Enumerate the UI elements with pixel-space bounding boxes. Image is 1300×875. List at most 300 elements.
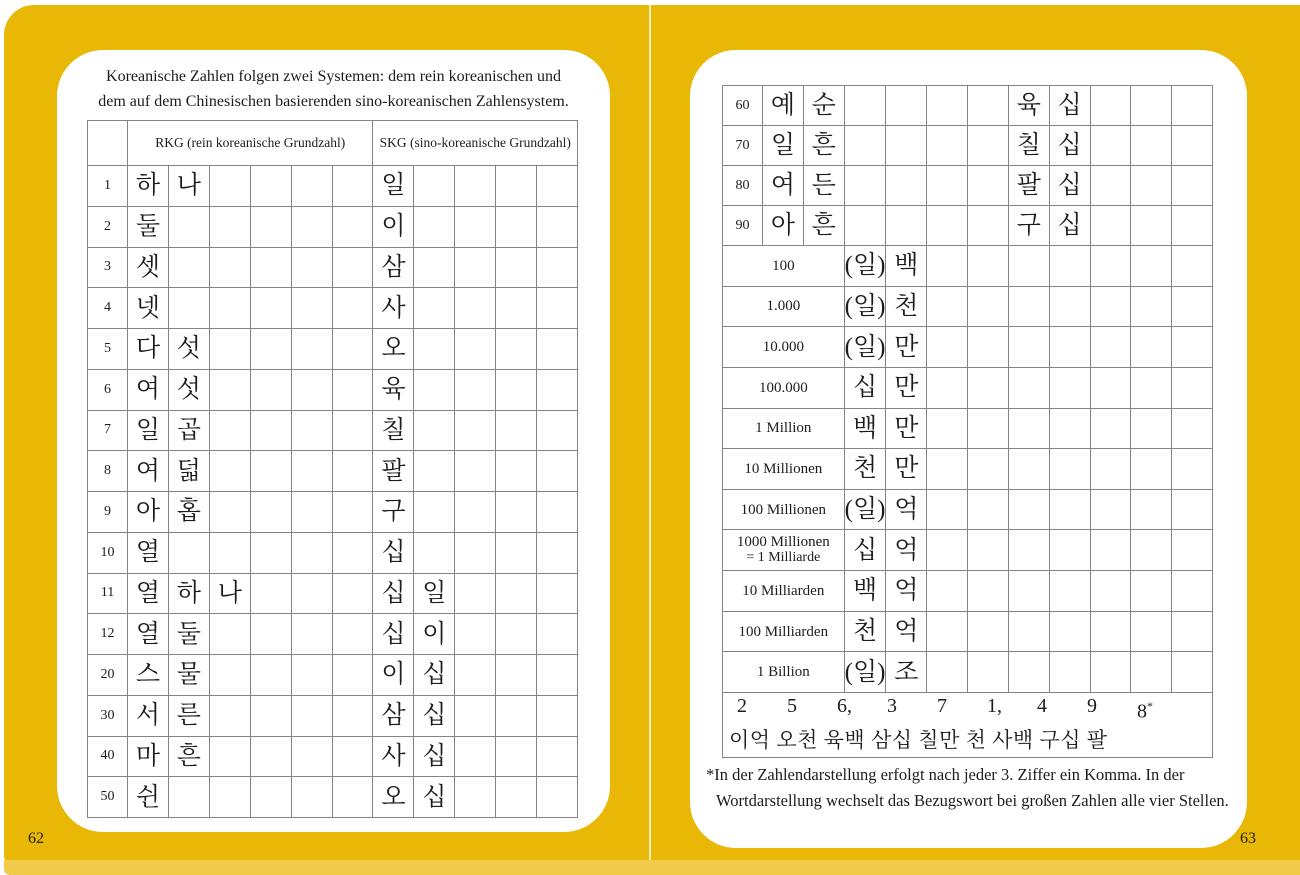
skg-syllable-cell: 십 bbox=[414, 777, 455, 818]
rkg-syllable-cell bbox=[292, 329, 333, 370]
skg-syllable-cell bbox=[1091, 206, 1132, 246]
skg-syllable-cell bbox=[414, 492, 455, 533]
rkg-syllable-cell bbox=[333, 411, 374, 452]
rkg-syllable-cell bbox=[333, 614, 374, 655]
empty-cell bbox=[968, 409, 1009, 450]
rkg-syllable-cell bbox=[210, 737, 251, 778]
rkg-syllable-cell: 여 bbox=[128, 370, 169, 411]
magnitude-label-text: 100 Millionen bbox=[740, 501, 827, 518]
rkg-syllable-cell bbox=[251, 207, 292, 248]
empty-cell bbox=[1131, 287, 1172, 328]
rkg-syllable-cell: 넷 bbox=[128, 288, 169, 329]
empty-cell bbox=[1172, 449, 1213, 490]
rkg-syllable-cell bbox=[251, 411, 292, 452]
magnitude-syllable-cell: 백 bbox=[845, 571, 887, 612]
magnitude-label-text-2: = 1 Milliarde bbox=[746, 550, 821, 566]
rkg-syllable-cell bbox=[886, 166, 927, 206]
skg-syllable-cell bbox=[455, 737, 496, 778]
rkg-syllable-cell: 순 bbox=[804, 86, 845, 126]
rkg-syllable-cell bbox=[292, 737, 333, 778]
page-number-left: 62 bbox=[28, 830, 44, 847]
magnitude-syllable-cell: (일) bbox=[845, 287, 887, 328]
row-number-cell: 20 bbox=[88, 655, 128, 696]
rkg-syllable-cell bbox=[169, 288, 210, 329]
skg-syllable-cell: 이 bbox=[373, 207, 414, 248]
empty-cell bbox=[1091, 409, 1132, 450]
skg-syllable-cell bbox=[455, 533, 496, 574]
magnitude-syllable-cell: 만 bbox=[886, 368, 927, 409]
skg-syllable-cell bbox=[537, 737, 578, 778]
skg-syllable-cell bbox=[537, 207, 578, 248]
rkg-syllable-cell bbox=[333, 451, 374, 492]
magnitude-label-cell bbox=[723, 409, 845, 450]
rkg-syllable-cell: 흔 bbox=[804, 206, 845, 246]
skg-syllable-cell bbox=[537, 533, 578, 574]
row-number-cell: 7 bbox=[88, 411, 128, 452]
rkg-syllable-cell bbox=[251, 614, 292, 655]
skg-syllable-cell bbox=[1172, 126, 1213, 166]
rkg-syllable-cell bbox=[333, 737, 374, 778]
rkg-syllable-cell bbox=[886, 126, 927, 166]
rkg-syllable-cell: 둘 bbox=[169, 614, 210, 655]
rkg-syllable-cell bbox=[169, 777, 210, 818]
rkg-syllable-cell bbox=[251, 533, 292, 574]
empty-cell bbox=[1009, 287, 1050, 328]
rkg-syllable-cell: 흔 bbox=[169, 737, 210, 778]
skg-syllable-cell bbox=[455, 655, 496, 696]
skg-syllable-cell bbox=[1172, 166, 1213, 206]
empty-cell bbox=[927, 530, 968, 571]
empty-cell bbox=[1091, 327, 1132, 368]
empty-cell bbox=[1091, 571, 1132, 612]
rkg-syllable-cell: 든 bbox=[804, 166, 845, 206]
skg-syllable-cell bbox=[455, 451, 496, 492]
skg-syllable-cell bbox=[455, 329, 496, 370]
empty-cell bbox=[927, 612, 968, 653]
magnitude-syllable-cell: (일) bbox=[845, 490, 887, 531]
skg-syllable-cell bbox=[537, 166, 578, 207]
rkg-syllable-cell bbox=[251, 737, 292, 778]
skg-syllable-cell: 사 bbox=[373, 288, 414, 329]
empty-cell bbox=[1091, 449, 1132, 490]
empty-cell bbox=[1131, 652, 1172, 693]
skg-syllable-cell: 칠 bbox=[1009, 126, 1050, 166]
empty-cell bbox=[1172, 490, 1213, 531]
empty-cell bbox=[1172, 246, 1213, 287]
skg-syllable-cell bbox=[414, 207, 455, 248]
rkg-syllable-cell bbox=[292, 451, 333, 492]
rkg-syllable-cell bbox=[292, 655, 333, 696]
skg-syllable-cell bbox=[455, 288, 496, 329]
row-number-cell: 30 bbox=[88, 696, 128, 737]
row-number-cell: 4 bbox=[88, 288, 128, 329]
skg-syllable-cell bbox=[1172, 86, 1213, 126]
rkg-syllable-cell bbox=[333, 655, 374, 696]
skg-syllable-cell bbox=[537, 451, 578, 492]
empty-cell bbox=[1050, 490, 1091, 531]
rkg-syllable-cell: 일 bbox=[763, 126, 804, 166]
skg-syllable-cell: 삼 bbox=[373, 248, 414, 289]
rkg-syllable-cell bbox=[333, 329, 374, 370]
skg-syllable-cell: 팔 bbox=[373, 451, 414, 492]
empty-cell bbox=[1131, 449, 1172, 490]
empty-cell bbox=[1050, 571, 1091, 612]
rkg-syllable-cell: 하 bbox=[169, 574, 210, 615]
rkg-syllable-cell: 셋 bbox=[128, 248, 169, 289]
rkg-syllable-cell: 홉 bbox=[169, 492, 210, 533]
empty-cell bbox=[1172, 368, 1213, 409]
empty-cell bbox=[1091, 368, 1132, 409]
skg-syllable-cell: 오 bbox=[373, 777, 414, 818]
skg-syllable-cell bbox=[496, 737, 537, 778]
rkg-syllable-cell bbox=[169, 207, 210, 248]
row-number-cell: 40 bbox=[88, 737, 128, 778]
example-digit: 6, bbox=[837, 695, 852, 718]
rkg-syllable-cell bbox=[210, 533, 251, 574]
row-number-cell: 8 bbox=[88, 451, 128, 492]
rkg-syllable-cell bbox=[251, 492, 292, 533]
rkg-syllable-cell bbox=[886, 206, 927, 246]
skg-syllable-cell: 십 bbox=[1050, 166, 1091, 206]
skg-syllable-cell bbox=[414, 533, 455, 574]
skg-syllable-cell bbox=[1131, 126, 1172, 166]
row-number-cell: 70 bbox=[723, 126, 763, 166]
rkg-syllable-cell bbox=[292, 248, 333, 289]
footnote bbox=[706, 762, 1240, 814]
row-number-cell: 5 bbox=[88, 329, 128, 370]
row-number-cell: 3 bbox=[88, 248, 128, 289]
skg-syllable-cell bbox=[496, 329, 537, 370]
skg-syllable-cell bbox=[1172, 206, 1213, 246]
empty-cell bbox=[968, 490, 1009, 531]
magnitude-syllable-cell: (일) bbox=[845, 652, 887, 693]
skg-syllable-cell bbox=[496, 777, 537, 818]
empty-cell bbox=[927, 449, 968, 490]
row-number-cell: 2 bbox=[88, 207, 128, 248]
skg-syllable-cell bbox=[1091, 86, 1132, 126]
rkg-syllable-cell bbox=[210, 411, 251, 452]
magnitude-syllable-cell: 만 bbox=[886, 409, 927, 450]
magnitude-syllable-cell: 억 bbox=[886, 490, 927, 531]
skg-syllable-cell bbox=[1091, 126, 1132, 166]
skg-syllable-cell bbox=[1091, 166, 1132, 206]
skg-syllable-cell: 십 bbox=[373, 614, 414, 655]
empty-cell bbox=[1050, 652, 1091, 693]
example-korean-reading: 이억 오천 육백 삼십 칠만 천 사백 구십 팔 bbox=[729, 727, 1108, 752]
empty-cell bbox=[1091, 287, 1132, 328]
rkg-syllable-cell: 스 bbox=[128, 655, 169, 696]
skg-syllable-cell: 십 bbox=[1050, 86, 1091, 126]
empty-cell bbox=[927, 652, 968, 693]
example-digit: 3 bbox=[887, 695, 897, 718]
rkg-syllable-cell: 둘 bbox=[128, 207, 169, 248]
magnitude-label-text: 1 Billion bbox=[756, 664, 810, 681]
rkg-syllable-cell: 열 bbox=[128, 533, 169, 574]
footnote-line-1: *In der Zahlendarstellung erfolgt nach jeder 3. Ziffer ein Komma. In der bbox=[706, 765, 1185, 784]
empty-cell bbox=[1050, 368, 1091, 409]
skg-syllable-cell bbox=[455, 248, 496, 289]
rkg-syllable-cell: 곱 bbox=[169, 411, 210, 452]
skg-syllable-cell bbox=[455, 574, 496, 615]
magnitude-label-cell bbox=[723, 327, 845, 368]
empty-cell bbox=[968, 368, 1009, 409]
example-digit: 4 bbox=[1037, 695, 1047, 718]
skg-syllable-cell bbox=[455, 370, 496, 411]
magnitude-label-cell bbox=[723, 246, 845, 287]
magnitude-label-text: 100 bbox=[772, 257, 795, 274]
skg-syllable-cell bbox=[537, 696, 578, 737]
empty-cell bbox=[1050, 246, 1091, 287]
rkg-syllable-cell: 물 bbox=[169, 655, 210, 696]
magnitude-syllable-cell: 백 bbox=[886, 246, 927, 287]
skg-syllable-cell bbox=[455, 696, 496, 737]
example-digits-line bbox=[729, 693, 1212, 725]
rkg-syllable-cell bbox=[333, 533, 374, 574]
empty-cell bbox=[1009, 409, 1050, 450]
empty-cell bbox=[927, 246, 968, 287]
page-left bbox=[57, 50, 610, 832]
empty-cell bbox=[1009, 571, 1050, 612]
rkg-syllable-cell bbox=[210, 451, 251, 492]
empty-cell bbox=[1131, 368, 1172, 409]
rkg-syllable-cell bbox=[210, 777, 251, 818]
rkg-syllable-cell: 섯 bbox=[169, 370, 210, 411]
skg-syllable-cell bbox=[537, 329, 578, 370]
rkg-header-cell: RKG (rein koreanische Grundzahl) bbox=[128, 121, 373, 166]
skg-syllable-cell: 이 bbox=[414, 614, 455, 655]
rkg-syllable-cell bbox=[927, 86, 968, 126]
empty-cell bbox=[1091, 530, 1132, 571]
empty-cell bbox=[1131, 612, 1172, 653]
rkg-syllable-cell bbox=[845, 206, 887, 246]
rkg-syllable-cell bbox=[292, 574, 333, 615]
skg-syllable-cell: 육 bbox=[1009, 86, 1050, 126]
skg-syllable-cell bbox=[455, 614, 496, 655]
footnote-line-2: Wortdarstellung wechselt das Bezugswort bei großen Zahlen alle vier Stellen. bbox=[716, 791, 1229, 810]
skg-syllable-cell bbox=[414, 166, 455, 207]
skg-syllable-cell bbox=[414, 329, 455, 370]
magnitude-label-text: 1.000 bbox=[766, 298, 801, 315]
rkg-syllable-cell: 나 bbox=[210, 574, 251, 615]
rkg-syllable-cell bbox=[251, 166, 292, 207]
rkg-syllable-cell bbox=[927, 126, 968, 166]
intro-text bbox=[57, 64, 610, 114]
skg-syllable-cell: 육 bbox=[373, 370, 414, 411]
rkg-syllable-cell bbox=[333, 166, 374, 207]
rkg-syllable-cell bbox=[845, 126, 887, 166]
row-number-cell: 80 bbox=[723, 166, 763, 206]
empty-cell bbox=[1050, 612, 1091, 653]
rkg-syllable-cell bbox=[968, 206, 1009, 246]
empty-cell bbox=[968, 612, 1009, 653]
skg-syllable-cell: 칠 bbox=[373, 411, 414, 452]
empty-cell bbox=[1009, 530, 1050, 571]
empty-cell bbox=[968, 571, 1009, 612]
rkg-syllable-cell bbox=[251, 370, 292, 411]
rkg-syllable-cell: 른 bbox=[169, 696, 210, 737]
rkg-syllable-cell bbox=[927, 166, 968, 206]
rkg-syllable-cell bbox=[210, 370, 251, 411]
rkg-syllable-cell bbox=[292, 370, 333, 411]
magnitude-label-text: 1 Million bbox=[755, 420, 812, 437]
skg-syllable-cell bbox=[1131, 206, 1172, 246]
rkg-syllable-cell bbox=[333, 288, 374, 329]
row-number-cell: 1 bbox=[88, 166, 128, 207]
skg-syllable-cell bbox=[496, 248, 537, 289]
rkg-syllable-cell bbox=[333, 370, 374, 411]
rkg-syllable-cell bbox=[210, 166, 251, 207]
rkg-syllable-cell bbox=[251, 329, 292, 370]
magnitude-syllable-cell: 천 bbox=[886, 287, 927, 328]
empty-cell bbox=[1131, 571, 1172, 612]
skg-syllable-cell: 이 bbox=[373, 655, 414, 696]
rkg-syllable-cell bbox=[845, 166, 887, 206]
skg-syllable-cell bbox=[496, 492, 537, 533]
skg-syllable-cell bbox=[496, 614, 537, 655]
row-number-cell: 50 bbox=[88, 777, 128, 818]
row-number-cell: 10 bbox=[88, 533, 128, 574]
skg-syllable-cell: 십 bbox=[373, 574, 414, 615]
rkg-syllable-cell bbox=[968, 166, 1009, 206]
empty-cell bbox=[968, 246, 1009, 287]
row-number-cell: 12 bbox=[88, 614, 128, 655]
example-digit bbox=[1129, 693, 1179, 725]
rkg-syllable-cell: 아 bbox=[128, 492, 169, 533]
magnitude-syllable-cell: 만 bbox=[886, 449, 927, 490]
magnitude-label-text: 100.000 bbox=[758, 379, 808, 396]
page-right bbox=[690, 50, 1247, 848]
rkg-syllable-cell bbox=[210, 329, 251, 370]
skg-syllable-cell bbox=[414, 451, 455, 492]
empty-cell bbox=[968, 287, 1009, 328]
large-numbers-table bbox=[722, 85, 1213, 758]
rkg-syllable-cell bbox=[292, 614, 333, 655]
rkg-syllable-cell: 일 bbox=[128, 411, 169, 452]
rkg-syllable-cell: 쉰 bbox=[128, 777, 169, 818]
example-digit: 9 bbox=[1087, 695, 1097, 718]
empty-cell bbox=[927, 287, 968, 328]
empty-cell bbox=[1009, 246, 1050, 287]
row-number-cell: 90 bbox=[723, 206, 763, 246]
empty-cell bbox=[968, 449, 1009, 490]
rkg-syllable-cell bbox=[251, 655, 292, 696]
skg-syllable-cell bbox=[496, 207, 537, 248]
empty-cell bbox=[1009, 652, 1050, 693]
magnitude-syllable-cell: 억 bbox=[886, 571, 927, 612]
skg-syllable-cell bbox=[496, 696, 537, 737]
empty-cell bbox=[1009, 612, 1050, 653]
rkg-syllable-cell bbox=[210, 655, 251, 696]
row-number-cell: 11 bbox=[88, 574, 128, 615]
magnitude-label-cell bbox=[723, 368, 845, 409]
skg-syllable-cell: 십 bbox=[414, 655, 455, 696]
example-digit-value: 8 bbox=[1137, 700, 1147, 723]
magnitude-syllable-cell: (일) bbox=[845, 327, 887, 368]
rkg-syllable-cell bbox=[968, 126, 1009, 166]
empty-cell bbox=[927, 409, 968, 450]
magnitude-syllable-cell: (일) bbox=[845, 246, 887, 287]
rkg-syllable-cell bbox=[169, 248, 210, 289]
skg-syllable-cell: 십 bbox=[414, 696, 455, 737]
empty-cell bbox=[1009, 368, 1050, 409]
skg-syllable-cell: 사 bbox=[373, 737, 414, 778]
rkg-syllable-cell: 나 bbox=[169, 166, 210, 207]
skg-syllable-cell: 구 bbox=[373, 492, 414, 533]
empty-cell bbox=[1050, 287, 1091, 328]
empty-cell bbox=[1131, 409, 1172, 450]
magnitude-label-text: 10.000 bbox=[762, 339, 804, 356]
rkg-syllable-cell: 흔 bbox=[804, 126, 845, 166]
example-digit: 5 bbox=[787, 695, 797, 718]
rkg-syllable-cell bbox=[251, 574, 292, 615]
intro-line-2: dem auf dem Chinesischen basierenden sino-koreanischen Zahlensystem. bbox=[98, 93, 569, 110]
rkg-syllable-cell: 마 bbox=[128, 737, 169, 778]
skg-syllable-cell bbox=[414, 248, 455, 289]
skg-syllable-cell bbox=[414, 288, 455, 329]
skg-header-cell: SKG (sino-koreanische Grundzahl) bbox=[373, 121, 578, 166]
magnitude-label-cell bbox=[723, 287, 845, 328]
rkg-syllable-cell: 여 bbox=[128, 451, 169, 492]
empty-cell bbox=[1091, 246, 1132, 287]
magnitude-label-cell bbox=[723, 571, 845, 612]
page-number-right: 63 bbox=[1240, 830, 1256, 847]
magnitude-syllable-cell: 조 bbox=[886, 652, 927, 693]
skg-syllable-cell bbox=[537, 614, 578, 655]
rkg-syllable-cell: 서 bbox=[128, 696, 169, 737]
rkg-syllable-cell bbox=[333, 574, 374, 615]
rkg-syllable-cell bbox=[169, 533, 210, 574]
skg-syllable-cell: 십 bbox=[414, 737, 455, 778]
rkg-syllable-cell: 덟 bbox=[169, 451, 210, 492]
skg-syllable-cell: 십 bbox=[373, 533, 414, 574]
empty-cell bbox=[968, 327, 1009, 368]
skg-syllable-cell: 삼 bbox=[373, 696, 414, 737]
skg-syllable-cell bbox=[537, 492, 578, 533]
rkg-syllable-cell bbox=[292, 207, 333, 248]
magnitude-syllable-cell: 십 bbox=[845, 530, 887, 571]
skg-syllable-cell bbox=[496, 288, 537, 329]
empty-cell bbox=[1050, 449, 1091, 490]
rkg-syllable-cell bbox=[333, 207, 374, 248]
empty-cell bbox=[1009, 327, 1050, 368]
empty-cell bbox=[1172, 287, 1213, 328]
rkg-syllable-cell bbox=[886, 86, 927, 126]
footnote-marker: * bbox=[1147, 699, 1153, 714]
skg-syllable-cell bbox=[455, 207, 496, 248]
magnitude-label-cell bbox=[723, 530, 845, 571]
empty-cell bbox=[968, 530, 1009, 571]
empty-cell bbox=[1091, 652, 1132, 693]
rkg-syllable-cell bbox=[210, 207, 251, 248]
rkg-syllable-cell bbox=[333, 248, 374, 289]
skg-syllable-cell bbox=[414, 370, 455, 411]
rkg-syllable-cell bbox=[251, 696, 292, 737]
empty-cell bbox=[1172, 571, 1213, 612]
skg-syllable-cell bbox=[537, 655, 578, 696]
rkg-syllable-cell bbox=[210, 614, 251, 655]
empty-cell bbox=[927, 327, 968, 368]
skg-syllable-cell bbox=[537, 248, 578, 289]
skg-syllable-cell bbox=[496, 574, 537, 615]
magnitude-syllable-cell: 만 bbox=[886, 327, 927, 368]
magnitude-label-cell bbox=[723, 652, 845, 693]
magnitude-syllable-cell: 천 bbox=[845, 449, 887, 490]
magnitude-label-text: 1000 Millionen bbox=[736, 534, 830, 551]
rkg-syllable-cell bbox=[333, 696, 374, 737]
rkg-syllable-cell: 하 bbox=[128, 166, 169, 207]
rkg-syllable-cell bbox=[292, 533, 333, 574]
rkg-syllable-cell bbox=[210, 248, 251, 289]
